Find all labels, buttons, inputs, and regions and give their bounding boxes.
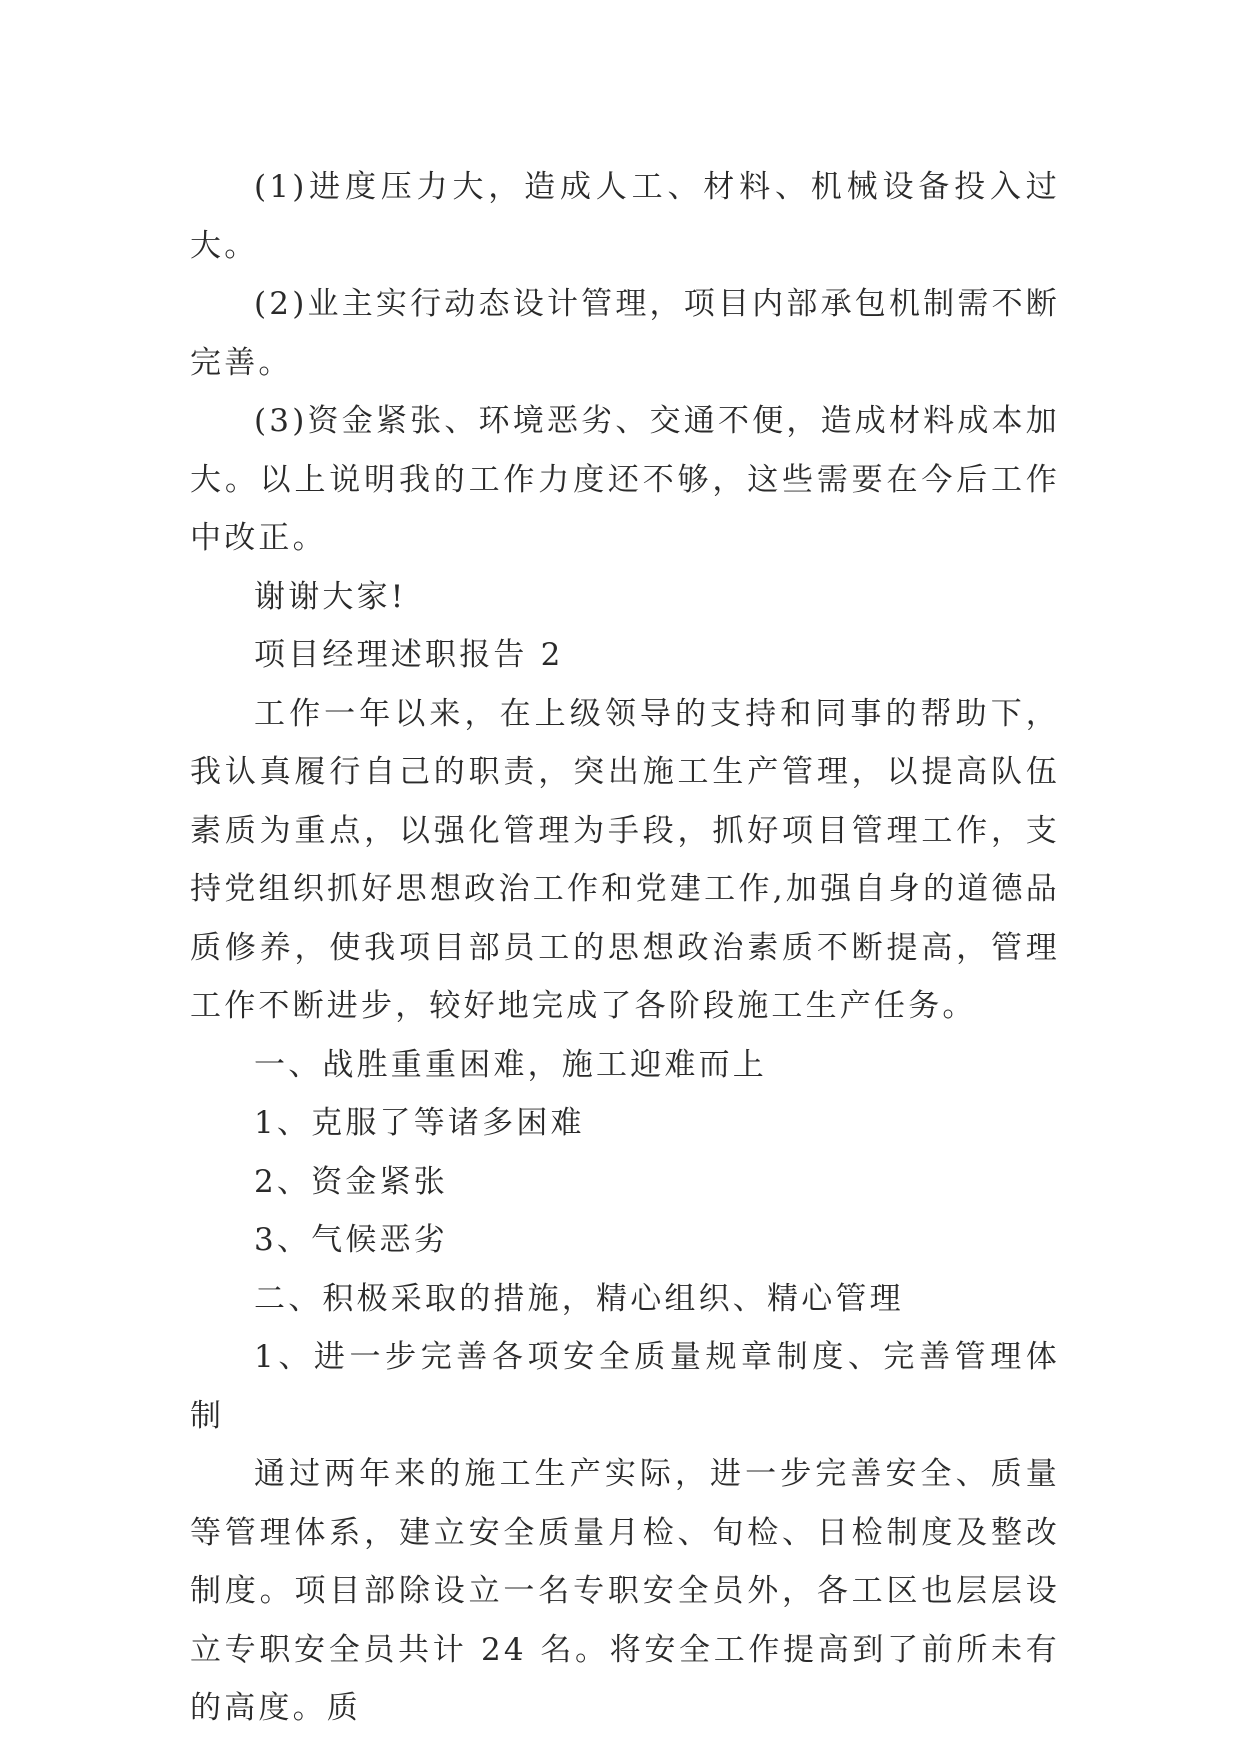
paragraph-issue-1: (1)进度压力大，造成人工、材料、机械设备投入过大。 bbox=[190, 169, 1060, 264]
paragraph-issue-3: (3)资金紧张、环境恶劣、交通不便，造成材料成本加大。以上说明我的工作力度还不够，这些需要在今后工作中改正。 bbox=[190, 403, 1060, 556]
document-body bbox=[190, 158, 1060, 1738]
paragraph-issue-2: (2)业主实行动态设计管理，项目内部承包机制需不断完善。 bbox=[190, 286, 1060, 381]
paragraph-thanks: 谢谢大家! bbox=[254, 578, 407, 615]
list-item-3: 3、气候恶劣 bbox=[254, 1222, 448, 1258]
section-heading-2: 二、积极采取的措施，精心组织、精心管理 bbox=[254, 1280, 904, 1317]
paragraph-safety: 通过两年来的施工生产实际，进一步完善安全、质量等管理体系，建立安全质量月检、旬检、日检制度及整改制度。项目部除设立一名专职安全员外，各工区也层层设立专职安全员共计 24 名。将安全工作提高到了前所未有的高度。质 bbox=[190, 1456, 1060, 1726]
report-title: 项目经理述职报告 2 bbox=[254, 637, 564, 673]
section-heading-1: 一、战胜重重困难，施工迎难而上 bbox=[254, 1046, 767, 1083]
list-item-2: 2、资金紧张 bbox=[254, 1163, 448, 1200]
subsection-heading-1: 1、进一步完善各项安全质量规章制度、完善管理体制 bbox=[190, 1339, 1060, 1434]
list-item-1: 1、克服了等诸多困难 bbox=[254, 1105, 585, 1141]
paragraph-intro: 工作一年以来，在上级领导的支持和同事的帮助下，我认真履行自己的职责，突出施工生产管理，以提高队伍素质为重点，以强化管理为手段，抓好项目管理工作，支持党组织抓好思想政治工作和党建工作,加强自身的道德品质修养，使我项目部员工的思想政治素质不断提高，管理工作不断进步，较好地完成了各阶段施工生产任务。 bbox=[190, 695, 1060, 1024]
